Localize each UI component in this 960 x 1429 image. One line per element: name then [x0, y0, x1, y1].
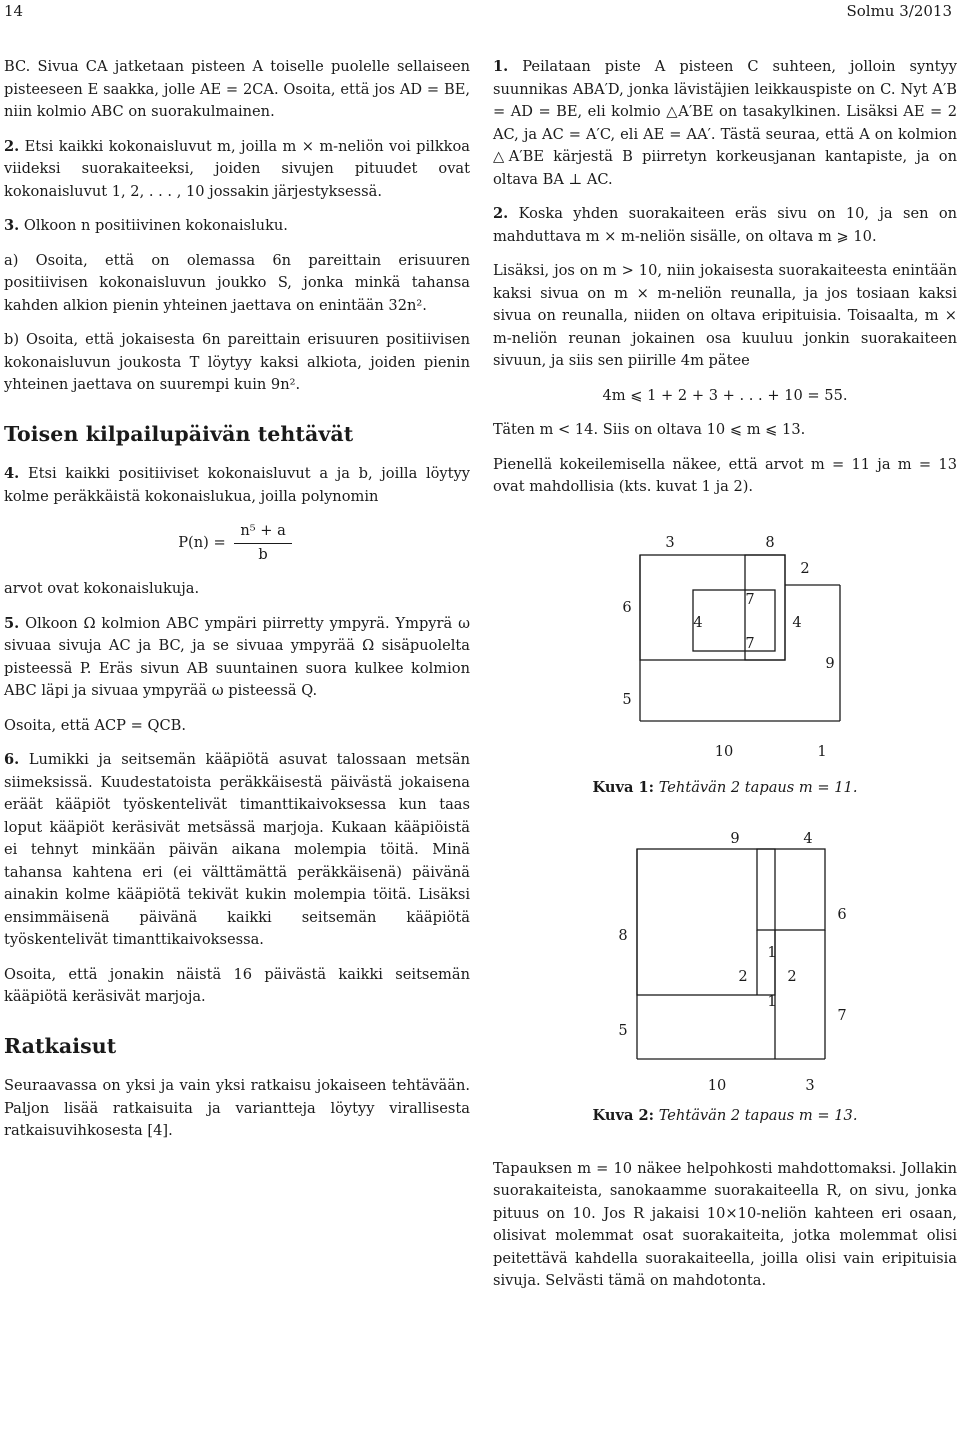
figure-2-caption-text: Tehtävän 2 tapaus m = 13.	[658, 1107, 858, 1124]
equation-fraction	[234, 520, 291, 566]
perimeter-inequality: 4m ⩽ 1 + 2 + 3 + . . . + 10 = 55.	[602, 386, 848, 404]
fig2-label-bottom-3: 3	[805, 1077, 815, 1094]
fraction-denominator: b	[258, 545, 268, 563]
fig1-label-top-8: 8	[765, 533, 775, 551]
solution-2-perimeter: Lisäksi, jos on m > 10, niin jokaisesta suorakaiteesta enintään kaksi sivua on m × m-neliön reunalla, ja jos tosiaan kaksi sivua on reunalla, niiden on oltava eripituisia. Toisaalta, m × m-neliön reunan jokainen osa kuuluu jonkin suorakaiteen sivuun, ja siis sen piirille 4m pätee	[493, 262, 957, 369]
page-number: 14	[4, 2, 24, 20]
left-column	[4, 56, 470, 1155]
fig2-label-center-2-right: 2	[787, 968, 797, 985]
page-header	[4, 0, 952, 22]
problem-6-text: Lumikki ja seitsemän kääpiötä asuvat talossaan metsän siimeksissä. Kuudestatoista peräkkäisestä päivästä jokaisena eräät kääpiöt työskentelivät timanttikaivoksessa kun taas loput kääpiöt keräsivät metsässä marjoja. Kukaan kääpiöistä ei tehnyt minkään päivän aikana molempia töitä. Minä tahansa kahtena eri (ei välttämättä peräkkäisenä) päivänä ainakin kolme kääpiötä tekivät kukin molempia töitä. Lisäksi ensimmäisenä päivänä kaikki seitsemän kääpiötä työskentelivät timanttikaivoksessa.	[4, 751, 470, 948]
fig1-label-bottom-10: 10	[714, 742, 734, 760]
fig1-label-center-7-bottom: 7	[745, 634, 755, 652]
solution-1	[493, 56, 957, 191]
problem-2-text: Etsi kaikki kokonaisluvut m, joilla m × m-neliön voi pilkkoa viideksi suorakaiteeksi, joiden sivujen pituudet ovat kokonaisluvut 1, 2, . . . , 10 jossakin järjestyksessä.	[4, 137, 471, 200]
fig1-label-right-9: 9	[825, 654, 835, 672]
fig1-label-bottom-1: 1	[817, 742, 827, 760]
figure-2-diagram	[600, 829, 850, 1099]
problem-3-number: 3.	[4, 217, 20, 234]
fig2-label-right-7: 7	[837, 1007, 847, 1024]
figure-1-caption-label: Kuva 1:	[592, 778, 655, 796]
fig2-label-top-9: 9	[730, 830, 740, 847]
fraction-numerator: n⁵ + a	[234, 520, 291, 544]
heading-day-two: Toisen kilpailupäivän tehtävät	[4, 421, 354, 446]
fig2-label-left-5: 5	[618, 1022, 628, 1039]
fig2-label-left-8: 8	[618, 927, 628, 944]
fig1-center-rect	[693, 590, 775, 651]
fig2-top-left-rect	[637, 849, 775, 995]
problem-4-end: arvot ovat kokonaislukuja.	[4, 580, 200, 597]
figure-1-caption-text: Tehtävän 2 tapaus m = 11.	[658, 778, 858, 796]
polynomial-equation	[4, 520, 470, 566]
problem-6-number: 6.	[4, 751, 20, 768]
figure-1-diagram	[600, 511, 850, 771]
fig1-label-center-4-right: 4	[792, 613, 802, 631]
problem-5-claim: Osoita, että ACP = QCB.	[4, 716, 186, 734]
solution-2-bound: Täten m < 14. Siis on oltava 10 ⩽ m ⩽ 13.	[493, 421, 806, 438]
fig1-label-center-7-top: 7	[745, 590, 755, 608]
problem-3	[4, 215, 470, 238]
fig2-label-center-2-left: 2	[738, 968, 748, 985]
figure-2-caption	[493, 1105, 957, 1128]
fig2-label-bottom-10: 10	[707, 1077, 727, 1094]
fig2-label-center-1-bottom: 1	[767, 993, 777, 1010]
problem-3b: b) Osoita, että jokaisesta 6n pareittain erisuuren positiivisen kokonaisluvun joukosta T löytyy kaksi alkiota, joiden pienin yhteinen jaettava on suurempi kuin 9n².	[4, 331, 470, 393]
heading-solutions: Ratkaisut	[4, 1033, 117, 1058]
problem-4-number: 4.	[4, 465, 20, 482]
figure-2-caption-label: Kuva 2:	[592, 1107, 655, 1124]
solutions-intro: Seuraavassa on yksi ja vain yksi ratkaisu jokaiseen tehtävään. Paljon lisää ratkaisuita ja variantteja löytyy virallisesta ratkaisuvihkosesta [4].	[4, 1077, 470, 1139]
figure-1-caption	[493, 777, 957, 800]
equation-lhs: P(n) =	[178, 534, 226, 551]
fig2-label-right-6: 6	[837, 906, 847, 923]
solution-1-text: Peilataan piste A pisteen C suhteen, jolloin syntyy suunnikas ABA′D, jonka lävistäjien leikkauspiste on C. Nyt A′B = AD = BE, eli kolmio △A′BE on tasakylkinen. Lisäksi AE = 2 AC, ja AC = A′C, eli AE = AA′. Tästä seuraa, että A on kolmion △A′BE kärjestä B piirretyn korkeusjanan kantapiste, ja on oltava BA ⊥ AC.	[493, 58, 957, 188]
solution-2-case-10: Tapauksen m = 10 näkee helpohkosti mahdottomaksi. Jollakin suorakaiteista, sanokaamme suorakaiteella R, on sivu, jonka pituus on 10. Jos R jakaisi 10×10-neliön kahteen eri osaan, olisivat molemmat osat suorakaiteita, jotka molemmat olisi peitettävä kahdella suorakaiteella, joilla olisi vain eripituisia sivuja. Selvästi tämä on mahdotonta.	[493, 1159, 957, 1289]
problem-2	[4, 136, 470, 204]
fig2-top-right-rect	[757, 849, 825, 930]
fig1-label-left-6: 6	[622, 598, 632, 616]
fig2-label-center-1-top: 1	[767, 944, 777, 961]
solution-2-cases: Pienellä kokeilemisella näkee, että arvot m = 11 ja m = 13 ovat mahdollisia (kts. kuvat 1 ja 2).	[493, 455, 957, 495]
solution-1-number: 1.	[493, 58, 509, 75]
problem-6-claim: Osoita, että jonakin näistä 16 päivästä kaikki seitsemän kääpiötä keräsivät marjoja.	[4, 965, 470, 1005]
problem-3-text: Olkoon n positiivinen kokonaisluku.	[23, 217, 288, 234]
problem-6	[4, 749, 470, 952]
solution-2-number: 2.	[493, 205, 509, 222]
solution-2	[493, 203, 957, 248]
problem-3a: a) Osoita, että on olemassa 6n pareittain erisuuren positiivisen kokonaisluvun joukko S, jonka minkä tahansa kahden alkion pienin yhteinen jaettava on enintään 32n².	[4, 251, 470, 314]
figure-2	[600, 829, 850, 1099]
fig1-label-right-2: 2	[800, 559, 810, 577]
problem-2-number: 2.	[4, 137, 20, 155]
solution-2-text: Koska yhden suorakaiteen eräs sivu on 10, ja sen on mahduttava m × m-neliön sisälle, on oltava m ⩾ 10.	[493, 205, 957, 245]
right-column	[493, 56, 957, 1305]
fig1-label-top-3: 3	[665, 533, 675, 551]
problem-5-number: 5.	[4, 614, 20, 632]
fig1-label-center-4-left: 4	[693, 613, 703, 631]
figure-1	[600, 511, 850, 771]
fig1-label-left-5: 5	[622, 690, 632, 708]
problem-1-end: BC. Sivua CA jatketaan pisteen A toiselle puolelle sellaiseen pisteeseen E saakka, jolle AE = 2CA. Osoita, että jos AD = BE, niin kolmio ABC on suorakulmainen.	[4, 58, 470, 120]
problem-5-text: Olkoon Ω kolmion ABC ympäri piirretty ympyrä. Ympyrä ω sivuaa sivuja AC ja BC, ja se sivuaa ympyrää Ω sisäpuolelta pisteessä P. Eräs sivun AB suuntainen suora kulkee kolmion ABC läpi ja sivuaa ympyrää ω pisteessä Q.	[4, 614, 471, 699]
journal-issue: Solmu 3/2013	[846, 2, 952, 20]
problem-5	[4, 613, 470, 703]
fig1-top-left-rect	[640, 555, 785, 660]
problem-4-text: Etsi kaikki positiiviset kokonaisluvut a ja b, joilla löytyy kolme peräkkäistä kokonaislukua, joilla polynomin	[4, 465, 471, 505]
fig2-label-top-4: 4	[803, 830, 813, 847]
problem-4	[4, 463, 470, 508]
